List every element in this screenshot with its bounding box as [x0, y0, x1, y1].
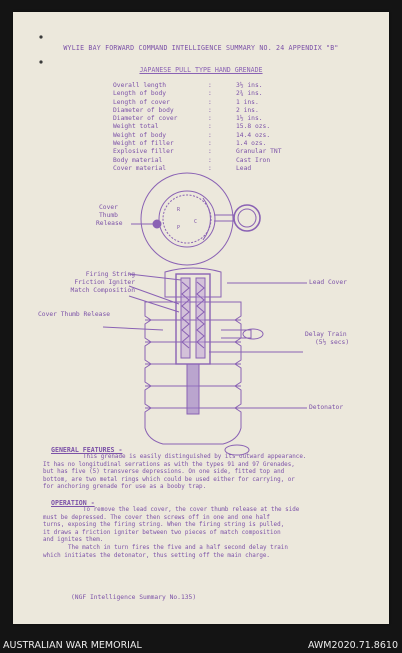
spec-value: Lead	[236, 164, 252, 172]
label-lead-cover: Lead Cover	[309, 279, 347, 286]
document-footer: (NGF Intelligence Summary No.135)	[71, 594, 197, 601]
general-features-heading: GENERAL FEATURES -	[51, 446, 123, 454]
gf-line: for anchoring grenade for use as a booby trap.	[43, 484, 207, 491]
spec-separator: :	[208, 131, 212, 139]
spec-name: Diameter of body	[113, 106, 174, 114]
spec-value: 1.4 ozs.	[236, 140, 267, 148]
spec-name: Explosive filler	[113, 148, 174, 156]
spec-value: 15.8 ozs.	[236, 123, 271, 131]
archive-caption-bar	[0, 636, 402, 653]
spec-name: Weight of body	[113, 131, 167, 139]
lead-cover-outline	[165, 268, 221, 297]
spec-value: 2 ins.	[236, 106, 259, 114]
spec-value: 14.4 ozs.	[236, 131, 271, 139]
document-subtitle: JAPANESE PULL TYPE HAND GRENADE	[139, 66, 263, 74]
spec-name: Weight of filler	[113, 140, 174, 148]
spec-name: Cover material	[113, 164, 167, 172]
op-line: To remove the lead cover, the cover thumb release at the side	[83, 507, 300, 513]
label-delay-train-secs: (5½ secs)	[315, 339, 350, 346]
general-features-text	[43, 454, 306, 492]
operation-heading: OPERATION -	[51, 499, 95, 507]
spec-name: Diameter of cover	[113, 115, 178, 123]
spec-separator: :	[208, 140, 212, 148]
spec-name: Overall length	[113, 82, 167, 89]
spec-value: Granular TNT	[236, 148, 282, 156]
op-line: which initiates the detonator, thus setting off the main charge.	[43, 552, 270, 559]
operation-text	[43, 507, 299, 560]
op-line: it draws a friction igniter between two pieces of match composition	[43, 529, 281, 536]
spec-value: Cast Iron	[236, 156, 271, 164]
spec-separator: :	[208, 164, 212, 172]
gf-line: but has five (5) transverse depressions. On one side, fitted top and	[43, 469, 285, 476]
spec-separator: :	[208, 148, 212, 156]
gf-line: bottom, are two metal rings which could be used either for carrying, or	[43, 476, 295, 483]
spec-name: Weight total	[113, 123, 159, 131]
spec-value: 1 ins.	[236, 98, 259, 106]
op-line: must be depressed. The cover then screws off in one and one half	[43, 514, 270, 521]
spec-separator: :	[208, 156, 212, 164]
spec-name: Length of body	[113, 90, 167, 98]
spec-separator: :	[208, 82, 212, 89]
label-match-composition: Match Composition	[70, 287, 135, 294]
detonator-tube	[187, 364, 199, 414]
spec-separator: :	[208, 90, 212, 98]
cap-letter-r: R	[177, 207, 181, 213]
spec-separator: :	[208, 106, 212, 114]
spec-separator: :	[208, 123, 212, 131]
label-friction-igniter: Friction Igniter	[74, 279, 135, 286]
label-release: Release	[96, 220, 123, 227]
cap-letter-p: P	[177, 225, 181, 231]
label-detonator: Detonator	[309, 404, 344, 411]
spec-value: 2¾ ins.	[236, 90, 263, 98]
spec-separator: :	[208, 115, 212, 123]
label-thumb: Thumb	[99, 212, 118, 219]
spec-name: Body material	[113, 156, 163, 164]
op-line: The match in turn fires the five and a half second delay train	[68, 544, 288, 551]
document-header: WYLIE BAY FORWARD COMMAND INTELLIGENCE SUMMARY NO. 24 APPENDIX "B"	[63, 44, 339, 52]
gf-line: This grenade is easily distinguished by its outward appearance.	[83, 454, 307, 460]
label-cover-thumb-release: Cover Thumb Release	[38, 311, 111, 318]
op-line: and ignites them.	[43, 537, 104, 544]
archive-name: AUSTRALIAN WAR MEMORIAL	[3, 640, 142, 651]
label-firing-string: Firing String	[85, 271, 135, 278]
label-delay-train: Delay Train	[305, 331, 347, 338]
gf-line: It has no longitudinal serrations as with the types 91 and 97 Grenades,	[43, 461, 295, 468]
cap-letter-c: C	[194, 219, 198, 225]
document-sheet	[13, 12, 389, 624]
spec-value: 3½ ins.	[236, 82, 263, 89]
label-cover: Cover	[99, 204, 118, 211]
archive-reference: AWM2020.71.8610	[307, 640, 398, 651]
op-line: turns, exposing the firing string. When the firing string is pulled,	[43, 522, 285, 529]
spec-value: 1½ ins.	[236, 115, 263, 123]
spec-name: Length of cover	[113, 98, 170, 106]
spec-separator: :	[208, 98, 212, 106]
